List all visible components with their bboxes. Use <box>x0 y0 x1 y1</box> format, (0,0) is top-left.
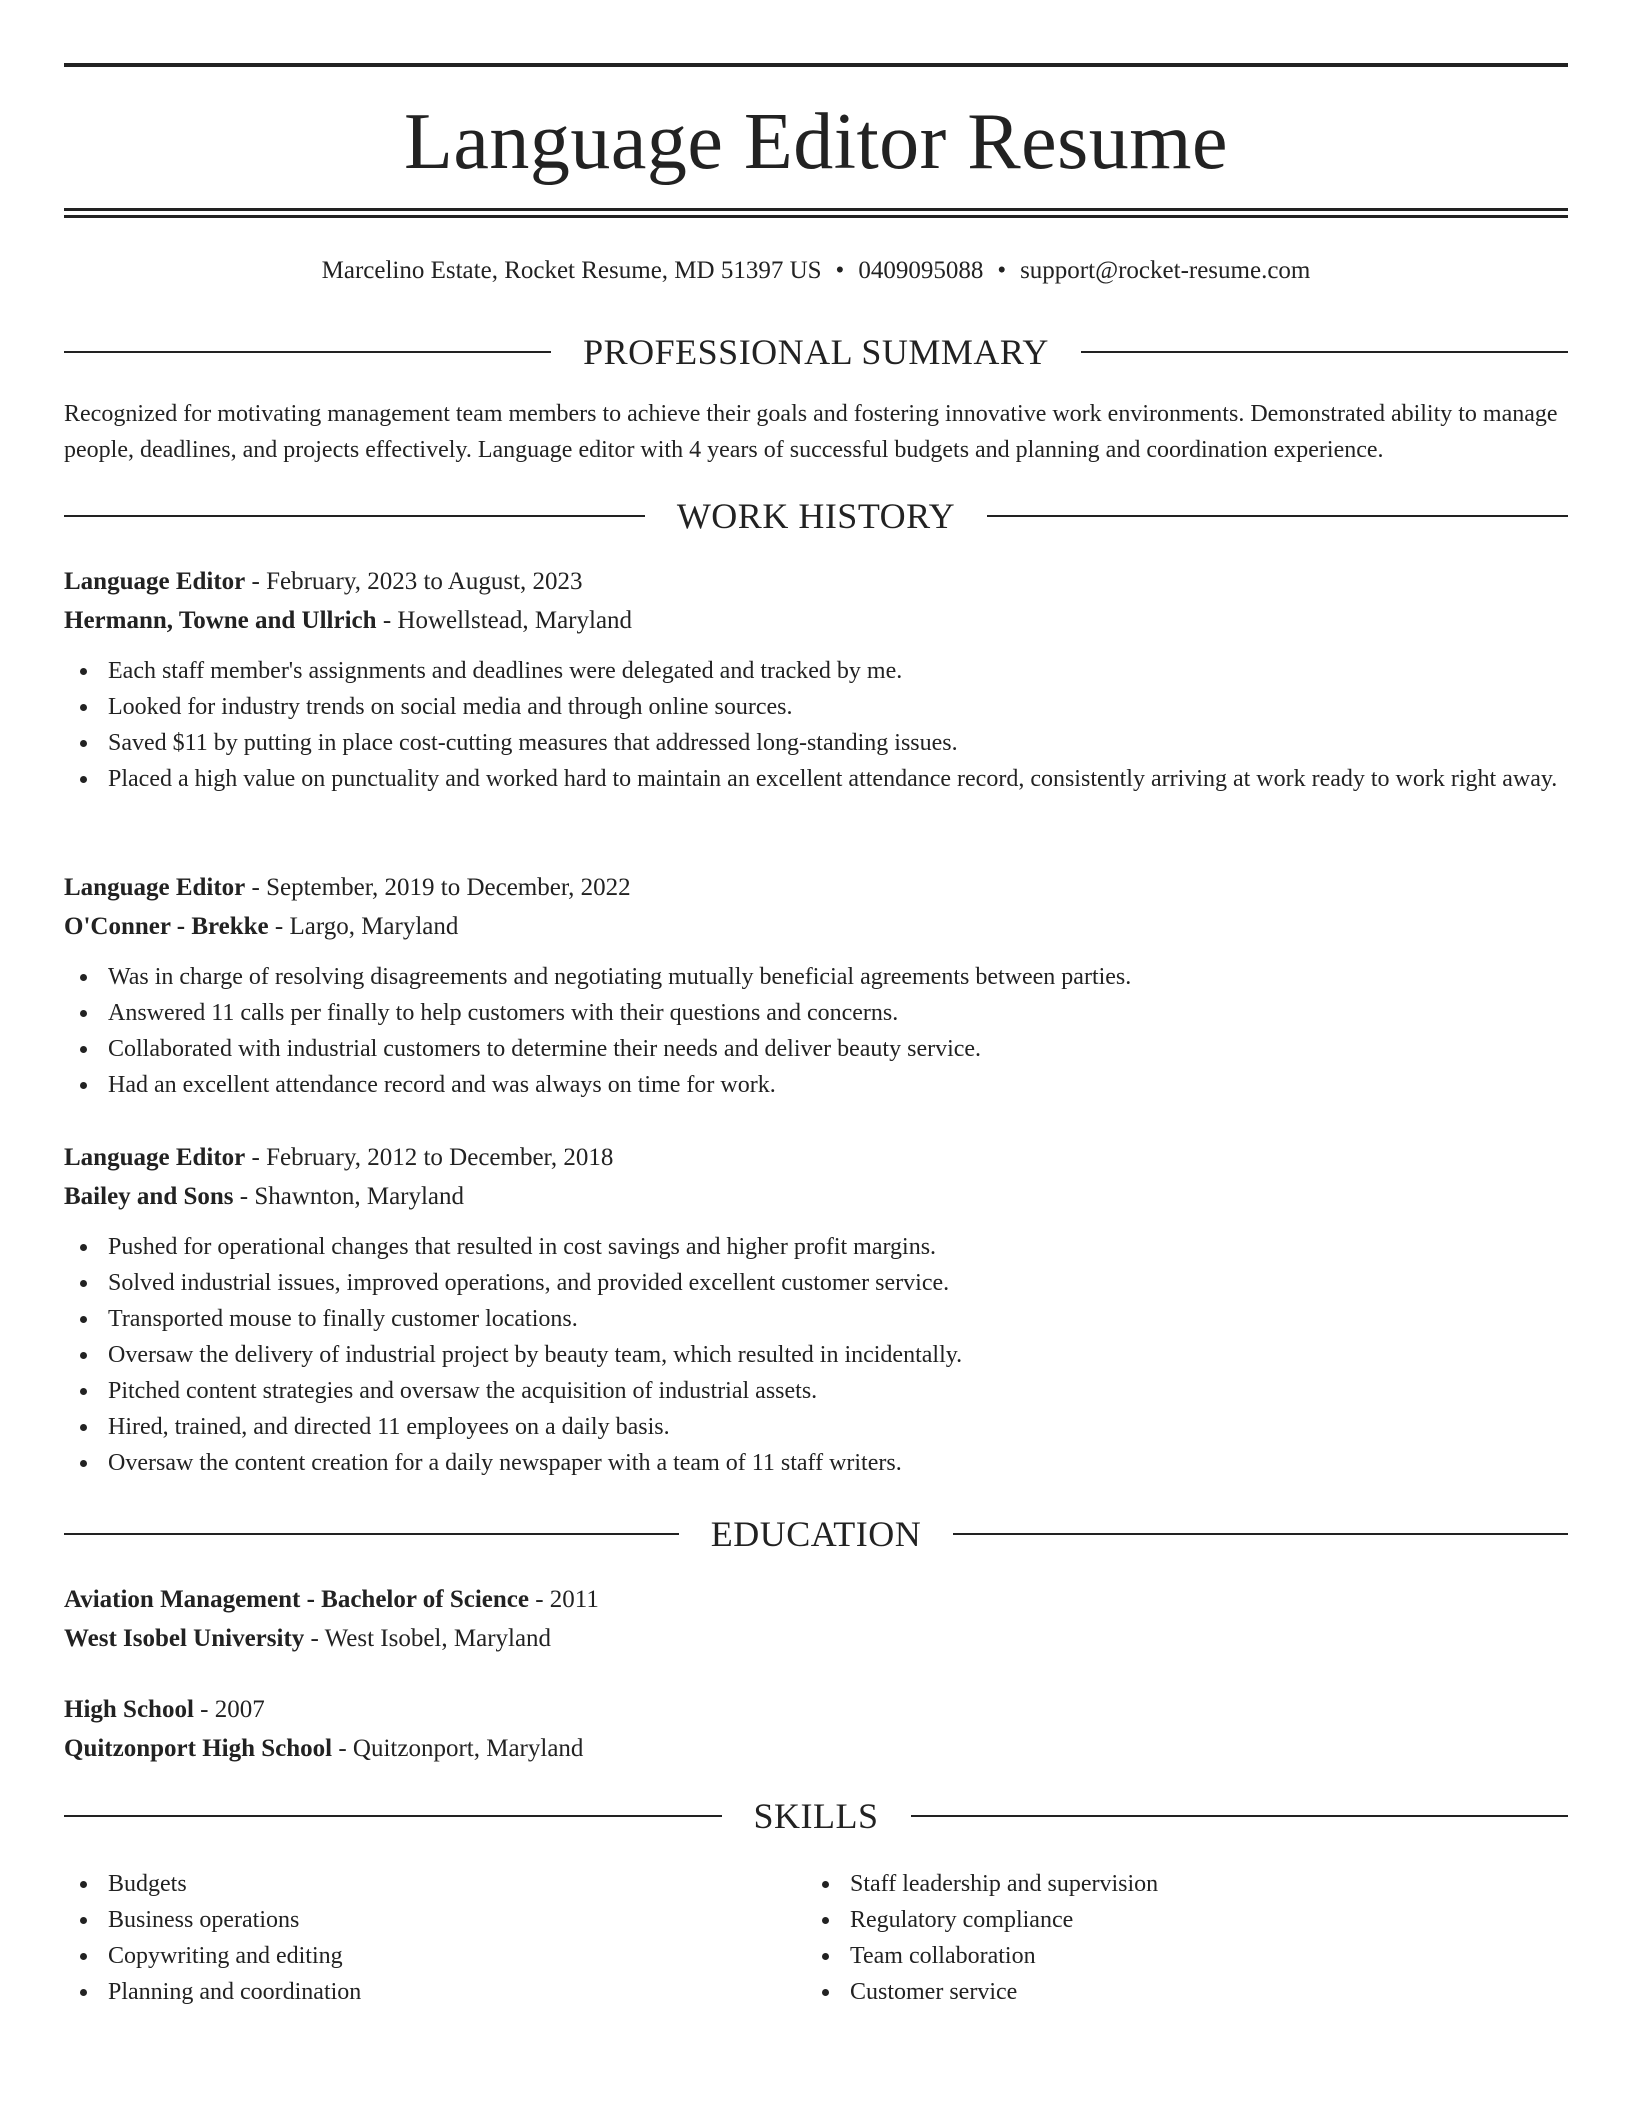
contact-separator: • <box>997 257 1007 284</box>
job-location: - Largo, Maryland <box>268 913 459 940</box>
job-location: - Howellstead, Maryland <box>376 607 633 634</box>
heading-rule <box>953 1533 1568 1535</box>
section-heading-work-history <box>64 494 1568 538</box>
contact-address: Marcelino Estate, Rocket Resume, MD 51397 US <box>321 257 822 284</box>
job-entry <box>64 868 1568 1103</box>
heading-rule <box>64 1533 679 1535</box>
list-item: Regulatory compliance <box>806 1902 1548 1938</box>
contact-separator: • <box>835 257 845 284</box>
section-heading-summary <box>64 330 1568 374</box>
education-school: Quitzonport High School <box>64 1735 333 1762</box>
job-bullets <box>64 959 1568 1103</box>
heading-rule <box>64 351 551 353</box>
education-entry <box>64 1580 1568 1658</box>
education-degree: High School <box>64 1696 194 1723</box>
list-item: Business operations <box>64 1902 806 1938</box>
job-company: Hermann, Towne and Ullrich <box>64 607 377 634</box>
job-company-line <box>64 907 1568 946</box>
summary-section <box>64 396 1568 468</box>
education-degree: Aviation Management - Bachelor of Science <box>64 1586 529 1613</box>
list-item: Had an excellent attendance record and was always on time for work. <box>64 1067 1568 1103</box>
education-location: - Quitzonport, Maryland <box>332 1735 584 1762</box>
title-double-rule-lower <box>64 215 1568 218</box>
education-year: - 2007 <box>193 1696 265 1723</box>
education-school-line <box>64 1729 1568 1768</box>
education-year: - 2011 <box>528 1586 599 1613</box>
job-company-line <box>64 1177 1568 1216</box>
job-title-line <box>64 868 1568 907</box>
list-item: Team collaboration <box>806 1938 1548 1974</box>
list-item: Oversaw the delivery of industrial project by beauty team, which resulted in incidentally. <box>64 1337 1568 1373</box>
contact-line <box>64 254 1568 288</box>
education-school-line <box>64 1619 1568 1658</box>
list-item: Collaborated with industrial customers to determine their needs and deliver beauty service. <box>64 1031 1568 1067</box>
list-item: Customer service <box>806 1974 1548 2010</box>
list-item: Budgets <box>64 1866 806 1902</box>
heading-rule <box>987 515 1568 517</box>
contact-phone: 0409095088 <box>858 257 984 284</box>
job-company: O'Conner - Brekke <box>64 913 269 940</box>
job-entry <box>64 562 1568 797</box>
list-item: Transported mouse to finally customer locations. <box>64 1301 1568 1337</box>
job-title-line <box>64 1138 1568 1177</box>
education-entry <box>64 1690 1568 1768</box>
list-item: Pitched content strategies and oversaw the acquisition of industrial assets. <box>64 1373 1568 1409</box>
title-double-rule-upper <box>64 208 1568 211</box>
heading-rule <box>64 1815 722 1817</box>
section-heading-label: EDUCATION <box>710 1514 922 1554</box>
job-title-line <box>64 562 1568 601</box>
heading-rule <box>1081 351 1568 353</box>
list-item: Hired, trained, and directed 11 employees on a daily basis. <box>64 1409 1568 1445</box>
job-bullets <box>64 653 1568 797</box>
job-title: Language Editor <box>64 568 246 595</box>
list-item: Saved $11 by putting in place cost-cutting measures that addressed long-standing issues. <box>64 725 1568 761</box>
education-location: - West Isobel, Maryland <box>304 1625 552 1652</box>
heading-rule <box>64 515 645 517</box>
heading-rule <box>911 1815 1569 1817</box>
list-item: Answered 11 calls per finally to help customers with their questions and concerns. <box>64 995 1568 1031</box>
section-heading-label: PROFESSIONAL SUMMARY <box>583 332 1049 372</box>
job-dates: - February, 2023 to August, 2023 <box>245 568 583 595</box>
skills-column-left <box>64 1866 806 2010</box>
job-title: Language Editor <box>64 1144 246 1171</box>
list-item: Staff leadership and supervision <box>806 1866 1548 1902</box>
resume-title: Language Editor Resume <box>403 98 1229 186</box>
list-item: Was in charge of resolving disagreements and negotiating mutually beneficial agreements between parties. <box>64 959 1568 995</box>
job-location: - Shawnton, Maryland <box>233 1183 465 1210</box>
list-item: Each staff member's assignments and deadlines were delegated and tracked by me. <box>64 653 1568 689</box>
job-dates: - September, 2019 to December, 2022 <box>245 874 631 901</box>
list-item: Solved industrial issues, improved operations, and provided excellent customer service. <box>64 1265 1568 1301</box>
list-item: Copywriting and editing <box>64 1938 806 1974</box>
job-company-line <box>64 601 1568 640</box>
contact-email: support@rocket-resume.com <box>1020 257 1311 284</box>
section-heading-skills <box>64 1794 1568 1838</box>
section-heading-label: WORK HISTORY <box>676 496 956 536</box>
list-item: Looked for industry trends on social media and through online sources. <box>64 689 1568 725</box>
education-degree-line <box>64 1690 1568 1729</box>
top-rule <box>64 63 1568 67</box>
skills-column-right <box>806 1866 1548 2010</box>
job-dates: - February, 2012 to December, 2018 <box>245 1144 614 1171</box>
list-item: Planning and coordination <box>64 1974 806 2010</box>
education-degree-line <box>64 1580 1568 1619</box>
education-school: West Isobel University <box>64 1625 305 1652</box>
skills-list <box>64 1866 806 2010</box>
section-heading-label: SKILLS <box>753 1796 879 1836</box>
list-item: Pushed for operational changes that resulted in cost savings and higher profit margins. <box>64 1229 1568 1265</box>
section-heading-education <box>64 1512 1568 1556</box>
job-company: Bailey and Sons <box>64 1183 234 1210</box>
job-bullets <box>64 1229 1568 1481</box>
list-item: Placed a high value on punctuality and worked hard to maintain an excellent attendance record, consistently arriving at work ready to work right away. <box>64 761 1568 797</box>
job-entry <box>64 1138 1568 1481</box>
summary-text: Recognized for motivating management team members to achieve their goals and fostering innovative work environments. Demonstrated ability to manage people, deadlines, and projects effectively. Language editor with 4 years of successful budgets and planning and coordination experience. <box>64 401 1558 463</box>
skills-section <box>64 1866 1568 2010</box>
job-title: Language Editor <box>64 874 246 901</box>
skills-list <box>806 1866 1548 2010</box>
list-item: Oversaw the content creation for a daily newspaper with a team of 11 staff writers. <box>64 1445 1568 1481</box>
